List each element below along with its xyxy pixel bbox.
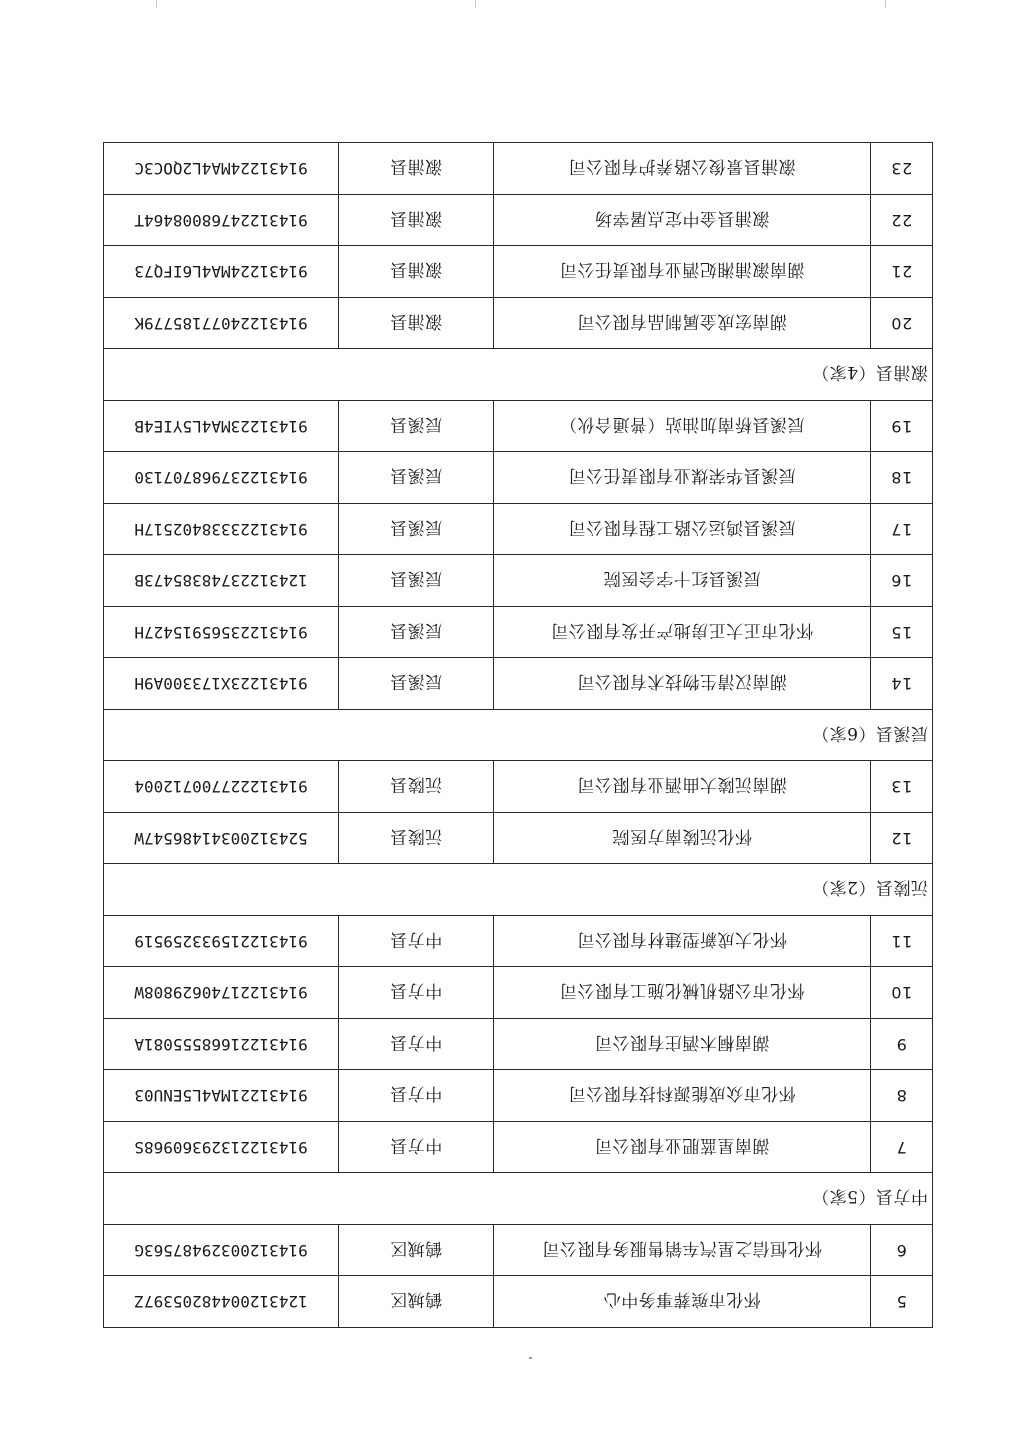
table-row — [104, 298, 933, 350]
row-number: 6 — [871, 1225, 933, 1277]
row-number: 17 — [871, 504, 933, 556]
row-number: 10 — [871, 967, 933, 1019]
company-name: 辰溪县鸿运公路工程有限公司 — [494, 504, 871, 556]
company-name: 湖南溆浦湘妃酒业有限责任公司 — [494, 246, 871, 298]
company-name: 湖南沅陵大曲酒业有限公司 — [494, 761, 871, 813]
credit-code: 12431223748385473B — [104, 555, 339, 607]
company-name: 怀化沅陵南方医院 — [494, 813, 871, 865]
credit-code: 91431223X173300A9H — [104, 658, 339, 710]
company-name: 怀化大成新型建材有限公司 — [494, 916, 871, 968]
county-name: 辰溪县 — [339, 504, 494, 556]
county-name: 中方县 — [339, 1122, 494, 1174]
row-number: 5 — [871, 1276, 933, 1328]
row-number: 21 — [871, 246, 933, 298]
credit-code: 91431221668555081A — [104, 1019, 339, 1071]
enterprise-roster-table — [103, 143, 933, 1329]
table-row — [104, 195, 933, 247]
county-name: 辰溪县 — [339, 658, 494, 710]
row-number: 19 — [871, 401, 933, 453]
row-number: 15 — [871, 607, 933, 659]
county-name: 沅陵县 — [339, 813, 494, 865]
roster-body — [104, 143, 933, 1328]
table-row — [104, 813, 933, 865]
county-name: 溆浦县 — [339, 195, 494, 247]
table-row — [104, 246, 933, 298]
county-name: 沅陵县 — [339, 761, 494, 813]
county-name: 鹤城区 — [339, 1276, 494, 1328]
table-row — [104, 761, 933, 813]
county-name: 辰溪县 — [339, 555, 494, 607]
county-name: 溆浦县 — [339, 246, 494, 298]
row-number: 16 — [871, 555, 933, 607]
row-number: 22 — [871, 195, 933, 247]
group-header-row — [104, 864, 933, 916]
company-name: 湖南星蓝肥业有限公司 — [494, 1122, 871, 1174]
table-row — [104, 452, 933, 504]
credit-code: 91431221MA4L5ENU03 — [104, 1070, 339, 1122]
county-name: 溆浦县 — [339, 143, 494, 195]
table-row — [104, 658, 933, 710]
credit-code: 914312237968707130 — [104, 452, 339, 504]
county-group-label: 溆浦县（4家） — [104, 349, 933, 401]
company-name: 湖南汉清生物技术有限公司 — [494, 658, 871, 710]
group-header-row — [104, 349, 933, 401]
county-name: 中方县 — [339, 967, 494, 1019]
credit-code: 914312215933259519 — [104, 916, 339, 968]
table-row — [104, 1070, 933, 1122]
table-row — [104, 555, 933, 607]
table-row — [104, 607, 933, 659]
row-number: 9 — [871, 1019, 933, 1071]
row-number: 12 — [871, 813, 933, 865]
company-name: 怀化市众成能源科技有限公司 — [494, 1070, 871, 1122]
table-row — [104, 504, 933, 556]
company-name: 湖南桐木酒庄有限公司 — [494, 1019, 871, 1071]
credit-code: 91431221329360968S — [104, 1122, 339, 1174]
credit-code: 91431200329487563G — [104, 1225, 339, 1277]
county-name: 辰溪县 — [339, 452, 494, 504]
row-number: 8 — [871, 1070, 933, 1122]
table-row — [104, 1225, 933, 1277]
county-name: 中方县 — [339, 916, 494, 968]
credit-code: 52431200341486547W — [104, 813, 339, 865]
credit-code: 914312227700712004 — [104, 761, 339, 813]
row-number: 14 — [871, 658, 933, 710]
company-name: 怀化市殡葬事务中心 — [494, 1276, 871, 1328]
credit-code: 91431223MA4L5YIE4B — [104, 401, 339, 453]
row-number: 13 — [871, 761, 933, 813]
county-name: 辰溪县 — [339, 607, 494, 659]
company-name: 怀化市公路机械化施工有限公司 — [494, 967, 871, 1019]
county-name: 中方县 — [339, 1019, 494, 1071]
credit-code: 91431224768008464T — [104, 195, 339, 247]
table-row — [104, 1276, 933, 1328]
credit-code: 91431224077185779K — [104, 298, 339, 350]
credit-code: 12431200448205397Z — [104, 1276, 339, 1328]
table-row — [104, 1122, 933, 1174]
group-header-row — [104, 1173, 933, 1225]
company-name: 溆浦县景俊公路养护有限公司 — [494, 143, 871, 195]
county-name: 辰溪县 — [339, 401, 494, 453]
table-row — [104, 916, 933, 968]
credit-code: 91431224MA4L2QOC3C — [104, 143, 339, 195]
county-name: 中方县 — [339, 1070, 494, 1122]
company-name: 辰溪县桥南加油站（普通合伙） — [494, 401, 871, 453]
company-name: 辰溪县红十字会医院 — [494, 555, 871, 607]
table-row — [104, 401, 933, 453]
credit-code: 91431221740629808W — [104, 967, 339, 1019]
row-number: 7 — [871, 1122, 933, 1174]
table-row — [104, 967, 933, 1019]
row-number: 11 — [871, 916, 933, 968]
credit-code: 91431224MA4L6IFQ73 — [104, 246, 339, 298]
row-number: 18 — [871, 452, 933, 504]
table-row — [104, 143, 933, 195]
row-number: 23 — [871, 143, 933, 195]
company-name: 怀化市正大正房地产开发有限公司 — [494, 607, 871, 659]
credit-code: 91431223565915427H — [104, 607, 339, 659]
credit-code: 91431223338402517H — [104, 504, 339, 556]
group-header-row — [104, 710, 933, 762]
row-number: 20 — [871, 298, 933, 350]
county-name: 鹤城区 — [339, 1225, 494, 1277]
company-name: 怀化恒信之星汽车销售服务有限公司 — [494, 1225, 871, 1277]
county-group-label: 沅陵县（2家） — [104, 864, 933, 916]
county-group-label: 辰溪县（6家） — [104, 710, 933, 762]
company-name: 辰溪县华荣煤业有限责任公司 — [494, 452, 871, 504]
table-row — [104, 1019, 933, 1071]
county-group-label: 中方县（5家） — [104, 1173, 933, 1225]
county-name: 溆浦县 — [339, 298, 494, 350]
company-name: 湖南宏成金属制品有限公司 — [494, 298, 871, 350]
company-name: 溆浦县金中定点屠宰场 — [494, 195, 871, 247]
